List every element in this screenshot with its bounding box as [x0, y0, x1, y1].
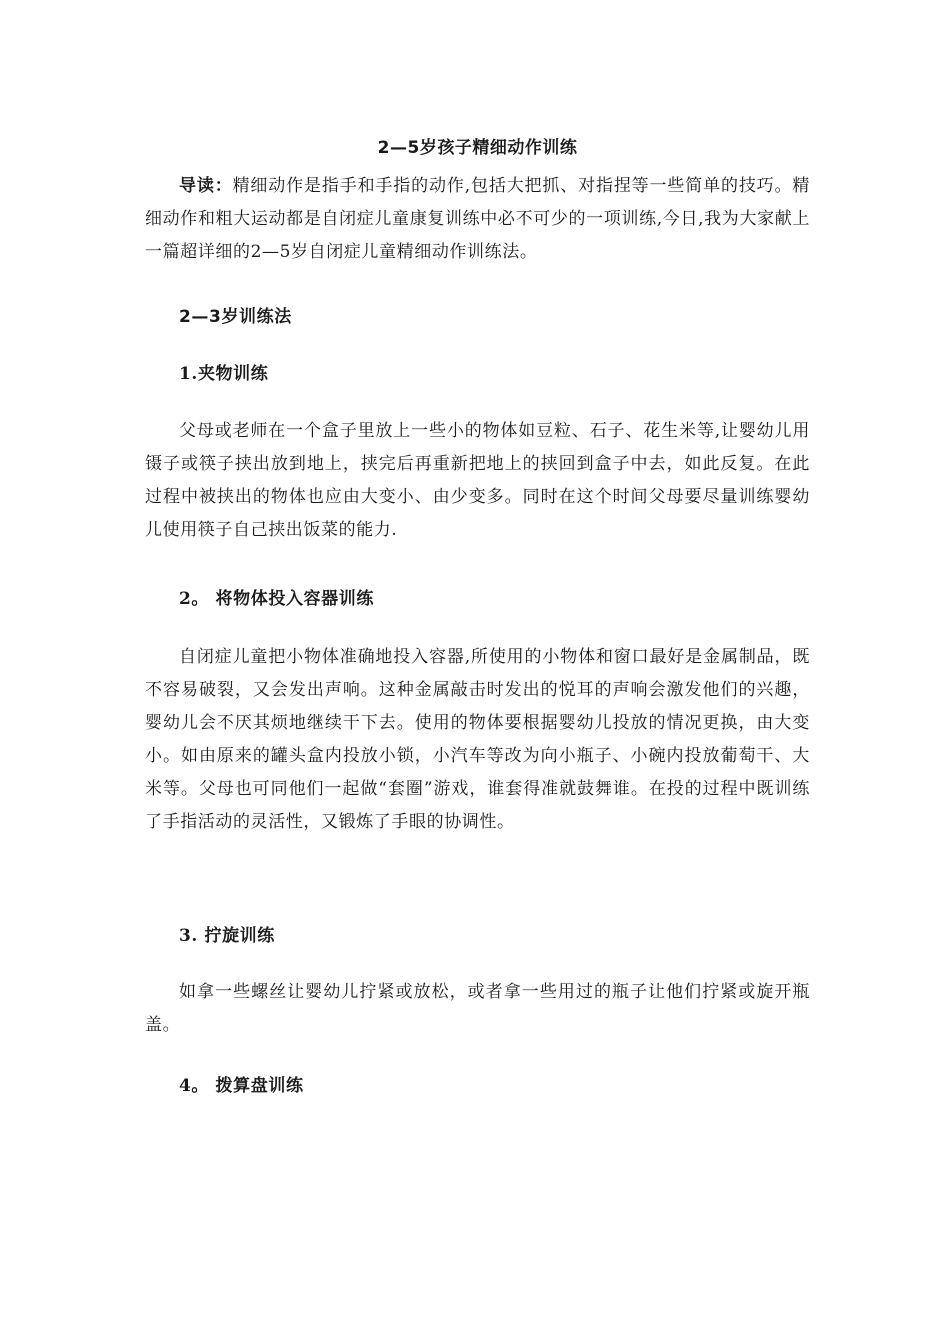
- intro-text: 精细动作是指手和手指的动作,包括大把抓、对指捏等一些简单的技巧。精细动作和粗大运动都是自闭症儿童康复训练中必不可少的一项训练,今日,我为大家献上一篇超详细的2—5岁自闭症儿童精细动作训练法。: [145, 176, 810, 262]
- item-body-2: 自闭症儿童把小物体准确地投入容器,所使用的小物体和窗口最好是金属制品，既不容易破裂，又会发出声响。这种金属敲击时发出的悦耳的声响会激发他们的兴趣，婴幼儿会不厌其烦地继续干下去。使用的物体要根据婴幼儿投放的情况更换，由大变小。如由原来的罐头盒内投放小锁，小汽车等改为向小瓶子、小碗内投放葡萄干、大米等。父母也可同他们一起做“套圈”游戏，谁套得准就鼓舞谁。在投的过程中既训练了手指活动的灵活性，又锻炼了手眼的协调性。: [145, 647, 810, 832]
- item-heading-3: 3. 拧旋训练: [179, 926, 275, 946]
- item-body-1: 父母或老师在一个盒子里放上一些小的物体如豆粒、石子、花生米等,让婴幼儿用镊子或筷子挟出放到地上，挟完后再重新把地上的挟回到盒子中去，如此反复。在此过程中被挟出的物体也应由大变小、由少变多。同时在这个时间父母要尽量训练婴幼儿使用筷子自己挟出饭菜的能力.: [145, 421, 810, 540]
- document-title: 2—5岁孩子精细动作训练: [377, 138, 578, 159]
- item-body-3: 如拿一些螺丝让婴幼儿拧紧或放松，或者拿一些用过的瓶子让他们拧紧或旋开瓶盖。: [145, 982, 810, 1035]
- intro-paragraph: [145, 170, 810, 269]
- section-heading: 2—3岁训练法: [179, 307, 292, 327]
- intro-label: 导读：: [179, 176, 233, 196]
- item-heading-2: 2。 将物体投入容器训练: [179, 589, 374, 609]
- item-heading-4: 4。 拨算盘训练: [179, 1076, 304, 1096]
- item-heading-1: 1.夹物训练: [179, 364, 269, 384]
